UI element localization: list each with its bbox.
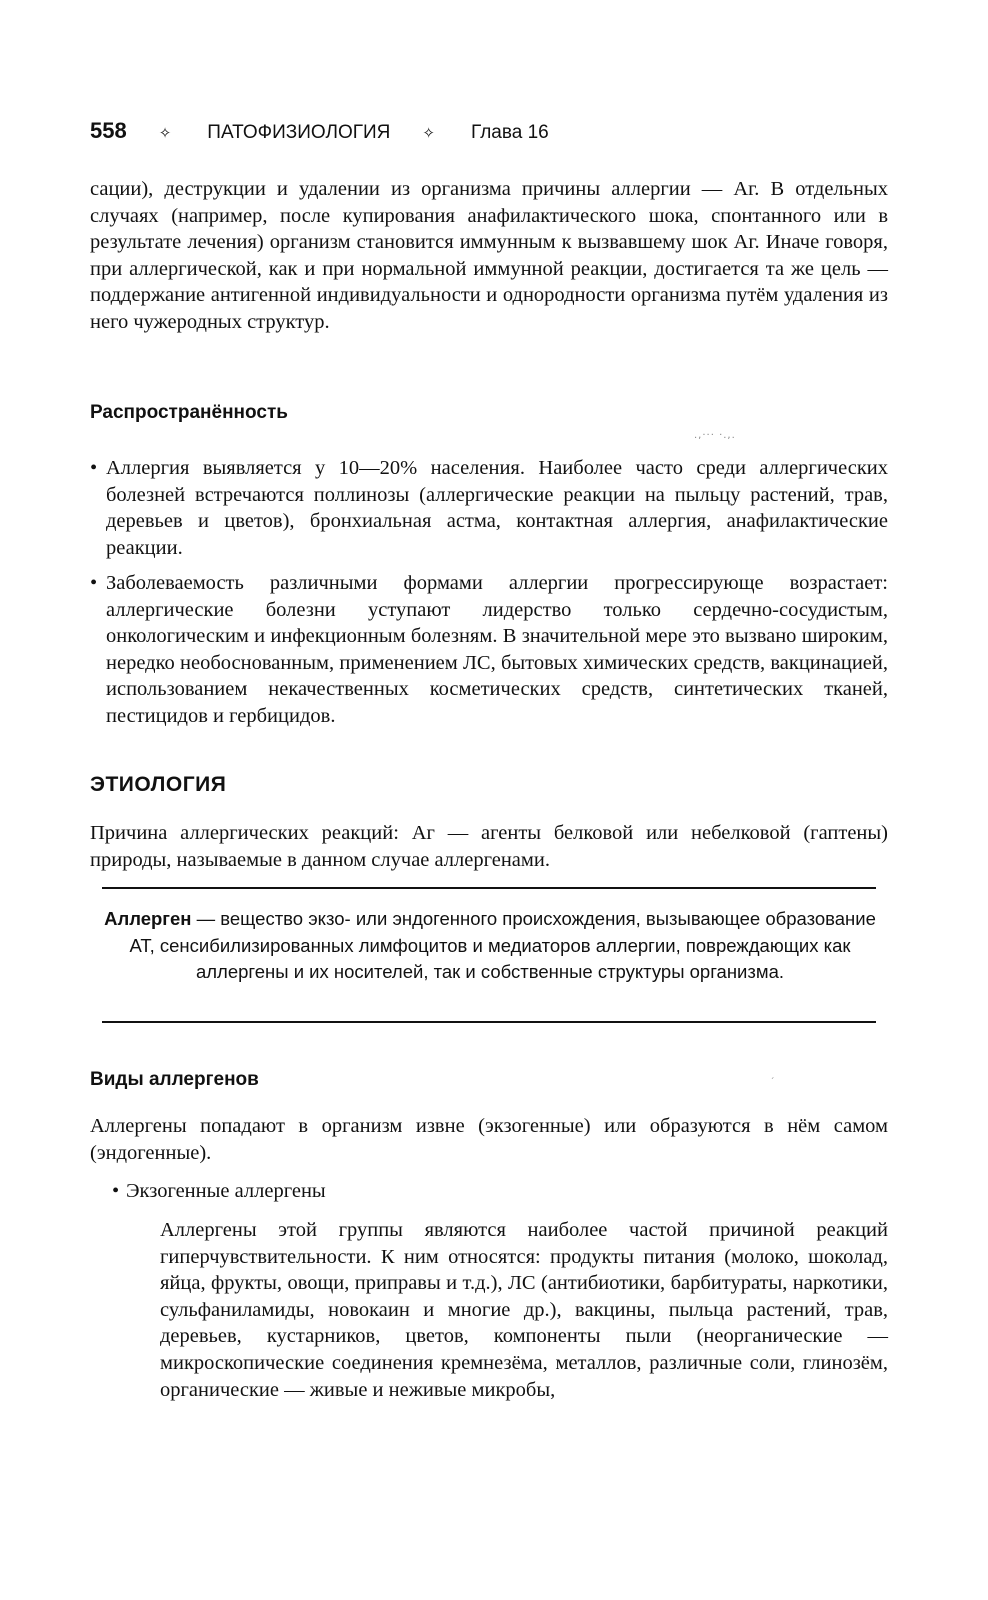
- divider-top: [102, 887, 876, 889]
- running-header: [90, 118, 549, 148]
- definition-term: Аллерген: [104, 908, 192, 929]
- definition-text: — вещество экзо- или эндогенного происхождения, вызывающее образование АТ, сенсибилизированных лимфоцитов и медиаторов аллергии, повреждающих как аллергены и их носителей, так и собственные структуры организма.: [129, 908, 876, 982]
- divider-bottom: [102, 1021, 876, 1023]
- bullet-icon: •: [90, 457, 98, 479]
- exogenous-paragraph: Аллергены этой группы являются наиболее частой причиной реакций гиперчувствительности. К ним относятся: продукты питания (молоко, шоколад, яйца, фрукты, овощи, приправы и т.д.), ЛС (антибиотики, барбитураты, наркотики, сульфаниламиды, новокаин и многие др.), вакцины, пыльца растений, трав, деревьев, кустарников, цветов, компоненты пыли (неорганические — микроскопические соединения кремнезёма, металлов, различные соли, глинозём, органические — живые и неживые микробы,: [160, 1219, 888, 1401]
- prevalence-heading: Распространённость: [90, 402, 288, 423]
- bullet-text: Экзогенные аллергены: [126, 1180, 326, 1202]
- book-title: ПАТОФИЗИОЛОГИЯ: [207, 122, 391, 143]
- etiology-paragraph: Причина аллергических реакций: Аг — агенты белковой или небелковой (гаптены) природы, называемые в данном случае аллергенами.: [90, 822, 888, 871]
- intro-paragraph: сации), деструкции и удалении из организма причины аллергии — Аг. В отдельных случаях (например, после купирования анафилактического шока, спонтанного или в результате лечения) организм становится иммунным к вызвавшему шок Аг. Иначе говоря, при аллергической, как и при нормальной иммунной реакции, достигается та же цель — поддержание антигенной индивидуальности и однородности организма путём удаления из него чужеродных структур.: [90, 178, 888, 333]
- etiology-heading: ЭТИОЛОГИЯ: [90, 773, 227, 796]
- bullet-icon: •: [90, 572, 98, 594]
- list-item: [112, 1180, 326, 1203]
- list-item: [90, 455, 888, 561]
- diamond-separator-icon: ✧: [158, 124, 172, 142]
- bullet-text: Аллергия выявляется у 10—20% населения. Наиболее часто среди аллергических болезней встречаются поллинозы (аллергические реакции на пыльцу растений, трав, деревьев и цветов), бронхиальная астма, контактная аллергия, анафилактические реакции.: [106, 457, 888, 559]
- scan-speck: ˏ: [770, 1070, 775, 1080]
- scan-speck: .,··· ·.,.: [694, 430, 736, 441]
- allergen-types-paragraph: Аллергены попадают в организм извне (экзогенные) или образуются в нём самом (эндогенные).: [90, 1115, 888, 1164]
- chapter-label: Глава 16: [470, 122, 549, 143]
- definition-box: [100, 906, 880, 986]
- list-item: [90, 570, 888, 730]
- bullet-icon: •: [112, 1180, 120, 1202]
- bullet-text: Заболеваемость различными формами аллергии прогрессирующе возрастает: аллергические болезни уступают лидерство только сердечно-сосудистым, онкологическим и инфекционным болезням. В значительной мере это вызвано широким, нередко необоснованным, применением ЛС, бытовых химических средств, вакцинацией, использованием некачественных косметических средств, синтетических тканей, пестицидов и гербицидов.: [106, 572, 888, 727]
- diamond-separator-icon: ✧: [422, 124, 435, 142]
- page-number: 558: [90, 118, 127, 143]
- allergen-types-heading: Виды аллергенов: [90, 1069, 259, 1090]
